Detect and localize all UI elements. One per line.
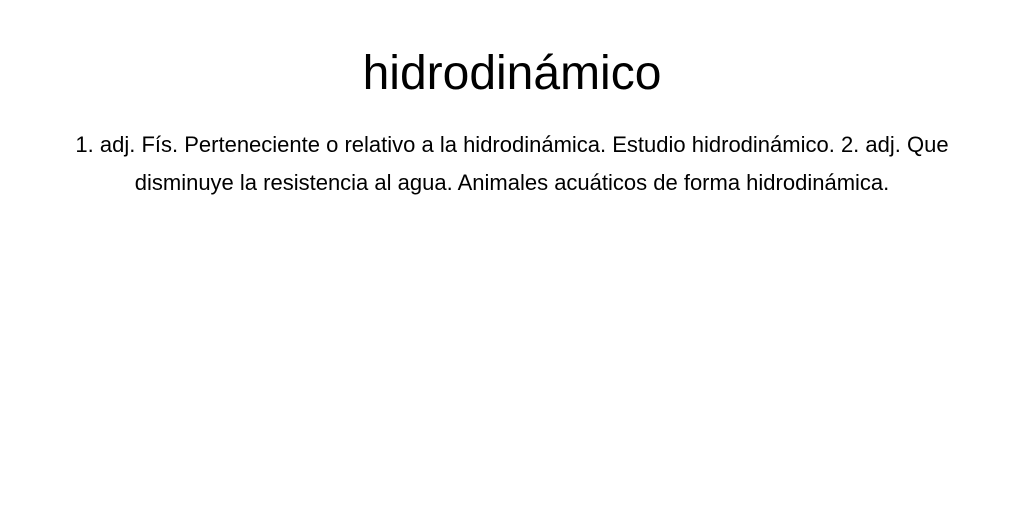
definition-text: 1. adj. Fís. Perteneciente o relativo a la hidrodinámica. Estudio hidrodinámico. 2. adj. Que disminuye la resistencia al agua. Animales acuáticos de forma hidrodinámica. <box>75 132 949 195</box>
headword-title: hidrodinámico <box>362 47 662 100</box>
